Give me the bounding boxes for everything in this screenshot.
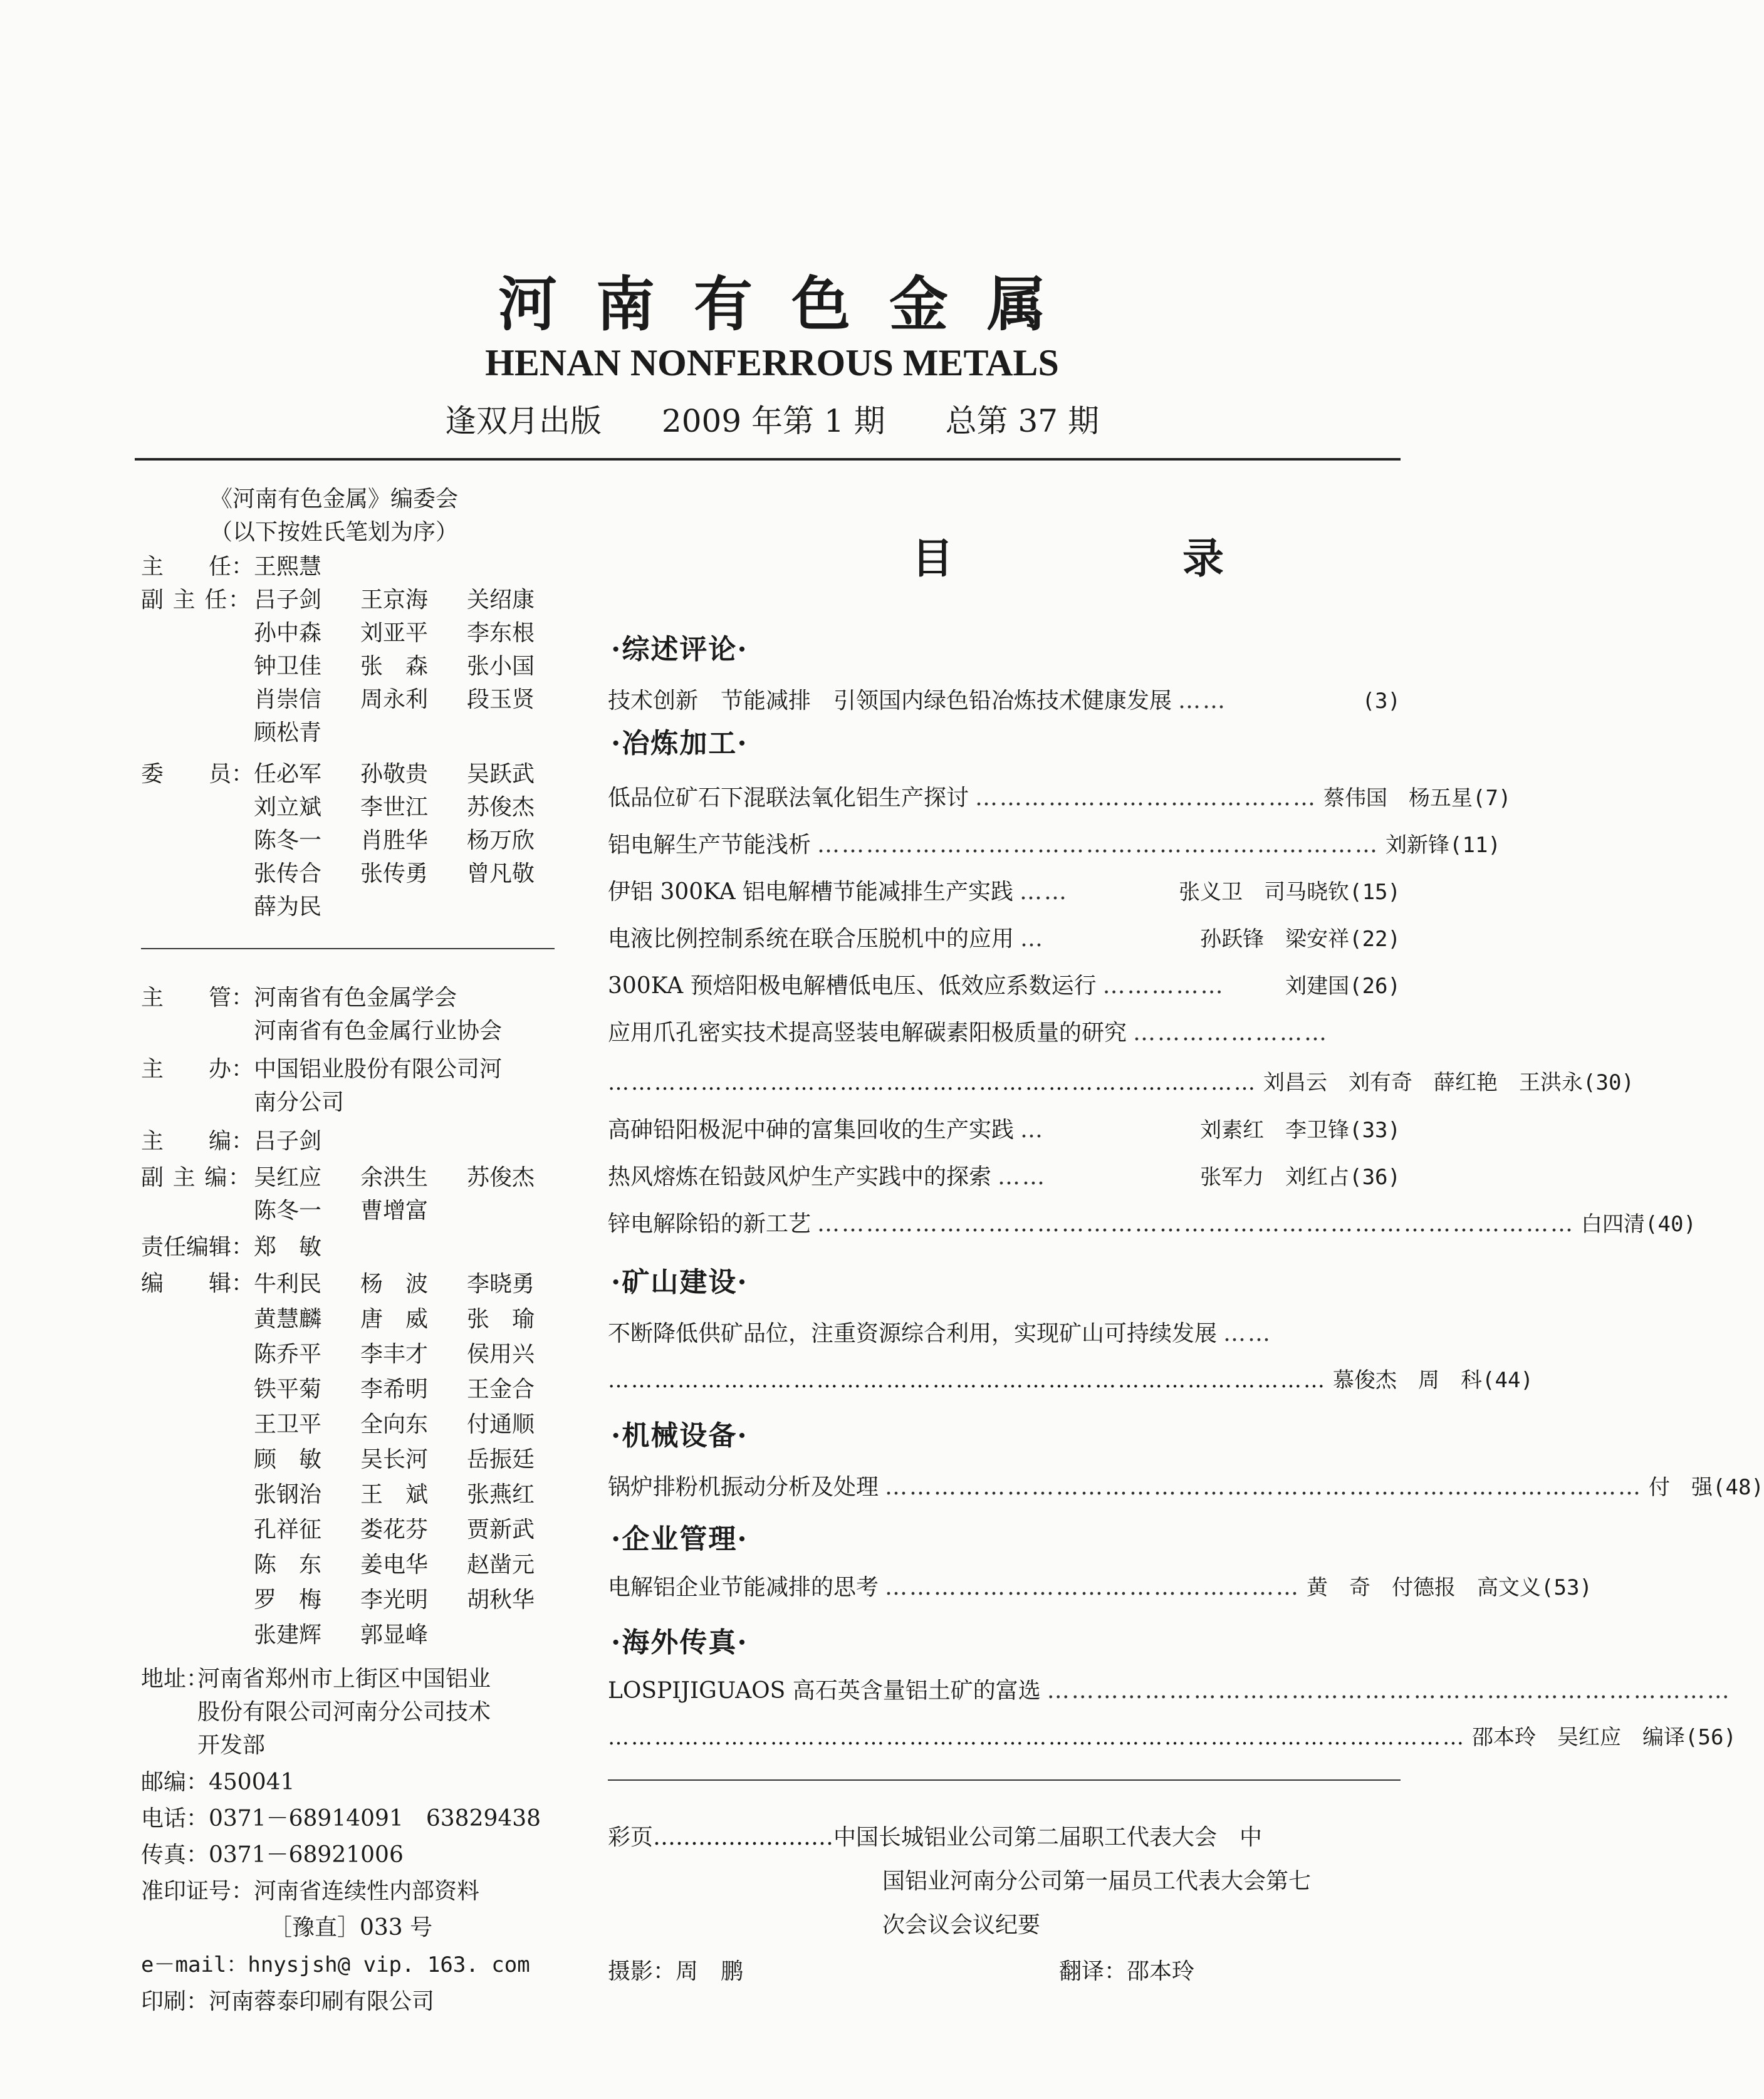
toc-section-management: ·企业管理· <box>611 1523 748 1555</box>
color-pages-line: 次会议会议纪要 <box>882 1912 1041 1938</box>
toc-item[interactable]: 热风熔炼在铅鼓风炉生产实践中的探索 …… 张军力 刘红占 (36) <box>608 1164 1401 1190</box>
color-pages-line: 中国长城铝业公司第二届职工代表大会 中 <box>833 1825 1263 1850</box>
toc-item-authors: ………………………………………………………………………… 刘昌云 刘有奇 薛红艳 王洪永 (30) <box>608 1070 1634 1095</box>
toc-item[interactable]: 不断降低供矿品位，注重资源综合利用，实现矿山可持续发展 …… <box>608 1321 1273 1346</box>
vice-director-label: 副 主 任： <box>141 587 251 613</box>
toc-item[interactable]: 技术创新 节能减排 引领国内绿色铅冶炼技术健康发展 …… (3) <box>608 688 1401 714</box>
responsible-editor-label: 责任编辑： <box>141 1234 254 1260</box>
name-row: 牛利民 杨 波 李晓勇 <box>254 1271 535 1297</box>
editors-label: 编 辑： <box>141 1271 254 1296</box>
members-list <box>254 758 573 924</box>
chief-editor-label: 主 编： <box>141 1128 254 1154</box>
permit-number: ［豫直］033 号 <box>269 1915 433 1940</box>
email: e－mail：hnysjsh@ vip. 163. com <box>141 1952 530 1977</box>
chief-editor: 吕子剑 <box>254 1128 322 1154</box>
name-row: 薛为民 <box>254 894 322 920</box>
printer: 印刷：河南蓉泰印刷有限公司 <box>141 1989 435 2014</box>
name-row: 陈冬一 曹增富 <box>254 1198 429 1224</box>
name-row: 黄慧麟 唐 威 张 瑜 <box>254 1306 535 1332</box>
members-label: 委 员： <box>141 761 254 787</box>
header-rule <box>135 458 1401 461</box>
name-row: 陈乔平 李丰才 侯用兴 <box>254 1341 535 1367</box>
issue-line <box>0 396 1544 441</box>
name-row: 张建辉 郭显峰 <box>254 1622 429 1648</box>
deputy-editor-label: 副 主 编： <box>141 1165 251 1190</box>
sponsor: 中国铝业股份有限公司河 南分公司 <box>254 1056 503 1115</box>
deputy-editor-list <box>254 1161 573 1227</box>
name-row: 顾松青 <box>254 720 322 746</box>
sponsor-label: 主 办： <box>141 1056 254 1082</box>
translator: 翻译：邵本玲 <box>1059 1959 1195 1984</box>
address-label: 地址： <box>141 1666 209 1692</box>
director-label: 主 任： <box>141 554 254 580</box>
serial-number: 总第 37 期 <box>945 403 1099 439</box>
photographer: 摄影：周 鹏 <box>608 1959 744 1984</box>
toc-item[interactable]: 电解铝企业节能减排的思考 …………………………………………… 黄 奇 付德报 高文义 (53) <box>608 1575 1592 1600</box>
name-row: 铁平菊 李希明 王金合 <box>254 1377 535 1402</box>
toc-item[interactable]: 低品位矿石下混联法氧化铝生产探讨 …………………………………… 蔡伟国 杨五星 (7) <box>608 785 1511 811</box>
name-row: 孔祥征 娄花芬 贾新武 <box>254 1517 535 1543</box>
editors-list <box>254 1267 573 1653</box>
phone: 电话：0371－68914091 63829438 <box>141 1806 541 1831</box>
toc-item[interactable]: 300KA 预焙阳极电解槽低电压、低效应系数运行 …………… 刘建国 (26) <box>608 973 1401 999</box>
color-pages-dots: …………………… <box>653 1825 834 1850</box>
vice-director-list <box>254 583 573 749</box>
left-rule <box>141 948 555 949</box>
name-row: 肖崇信 周永利 段玉贤 <box>254 687 535 712</box>
toc-section-smelting: ·冶炼加工· <box>611 727 748 759</box>
toc-item-authors: ………………………………………………………………………………………………… 邵本玲 吴红应 编译 (56) <box>608 1725 1736 1750</box>
board-note: （以下按姓氏笔划为序） <box>210 519 459 545</box>
toc-item[interactable]: 锌电解除铅的新工艺 ………………………………………………………………………………… 白四清 (40) <box>608 1211 1696 1237</box>
address: 河南省郑州市上街区中国铝业 股份有限公司河南分公司技术 开发部 <box>197 1666 491 1758</box>
toc-bottom-rule <box>608 1779 1401 1781</box>
name-row: 钟卫佳 张 森 张小国 <box>254 654 535 679</box>
permit-value: 河南省连续性内部资料 <box>254 1878 480 1904</box>
color-pages <box>608 1816 1401 1860</box>
toc-section-machinery: ·机械设备· <box>611 1420 748 1452</box>
toc-item[interactable]: 高砷铅阳极泥中砷的富集回收的生产实践 … 刘素红 李卫锋 (33) <box>608 1117 1401 1143</box>
toc-item-authors: ………………………………………………………………………………… 慕俊杰 周 科 (44) <box>608 1368 1533 1393</box>
name-row: 吴红应 余洪生 苏俊杰 <box>254 1165 535 1190</box>
toc-section-review: ·综述评论· <box>611 633 748 665</box>
supervisor-label: 主 管： <box>141 985 254 1011</box>
permit-label: 准印证号： <box>141 1878 254 1904</box>
toc-item[interactable]: 电液比例控制系统在联合压脱机中的应用 … 孙跃锋 梁安祥 (22) <box>608 926 1401 952</box>
toc-item[interactable]: 锅炉排粉机振动分析及处理 ………………………………………………………………………………… 付 强 (48) <box>608 1474 1764 1500</box>
toc-heading: 目 录 <box>912 534 1318 583</box>
name-row: 刘立斌 李世江 苏俊杰 <box>254 794 535 820</box>
supervisor: 河南省有色金属学会 河南省有色金属行业协会 <box>254 985 503 1044</box>
color-pages-label: 彩页 <box>608 1825 654 1850</box>
journal-title-cn: 河南有色金属 <box>498 270 1085 339</box>
name-row: 张钢治 王 斌 张燕红 <box>254 1482 535 1508</box>
journal-title-en: HENAN NONFERROUS METALS <box>485 342 1059 383</box>
board-title: 《河南有色金属》编委会 <box>210 486 459 512</box>
fax: 传真：0371－68921006 <box>141 1842 404 1868</box>
permit <box>141 1875 479 1908</box>
issue-number: 2009 年第 1 期 <box>661 403 885 439</box>
toc-item[interactable]: LOSPIJIGUAOS 高石英含量铝土矿的富选 ………………………………………………………………………… <box>608 1678 1731 1704</box>
toc-item[interactable]: 应用爪孔密实技术提高竖装电解碳素阳极质量的研究 …………………… <box>608 1020 1329 1046</box>
toc-section-mining: ·矿山建设· <box>611 1266 748 1298</box>
name-row: 任必军 孙敬贵 吴跃武 <box>254 761 535 787</box>
toc-section-overseas: ·海外传真· <box>611 1627 748 1659</box>
name-row: 王卫平 全向东 付通顺 <box>254 1412 535 1437</box>
responsible-editor: 郑 敏 <box>254 1234 322 1260</box>
name-row: 孙中森 刘亚平 李东根 <box>254 620 535 646</box>
director-name: 王熙慧 <box>254 554 322 580</box>
color-pages-line: 国铝业河南分公司第一届员工代表大会第七 <box>882 1868 1312 1894</box>
frequency: 逢双月出版 <box>445 403 602 439</box>
name-row: 陈冬一 肖胜华 杨万欣 <box>254 828 535 853</box>
toc-item[interactable]: 伊铝 300KA 铝电解槽节能减排生产实践 …… 张义卫 司马晓钦 (15) <box>608 879 1401 905</box>
name-row: 顾 敏 吴长河 岳振廷 <box>254 1447 535 1472</box>
name-row: 罗 梅 李光明 胡秋华 <box>254 1587 535 1613</box>
toc-item[interactable]: 铝电解生产节能浅析 …………………………………………………………… 刘新锋 (11) <box>608 832 1501 858</box>
name-row: 张传合 张传勇 曾凡敬 <box>254 861 535 887</box>
name-row: 陈 东 姜电华 赵凿元 <box>254 1552 535 1578</box>
postcode: 邮编：450041 <box>141 1769 295 1795</box>
name-row: 吕子剑 王京海 关绍康 <box>254 587 535 613</box>
